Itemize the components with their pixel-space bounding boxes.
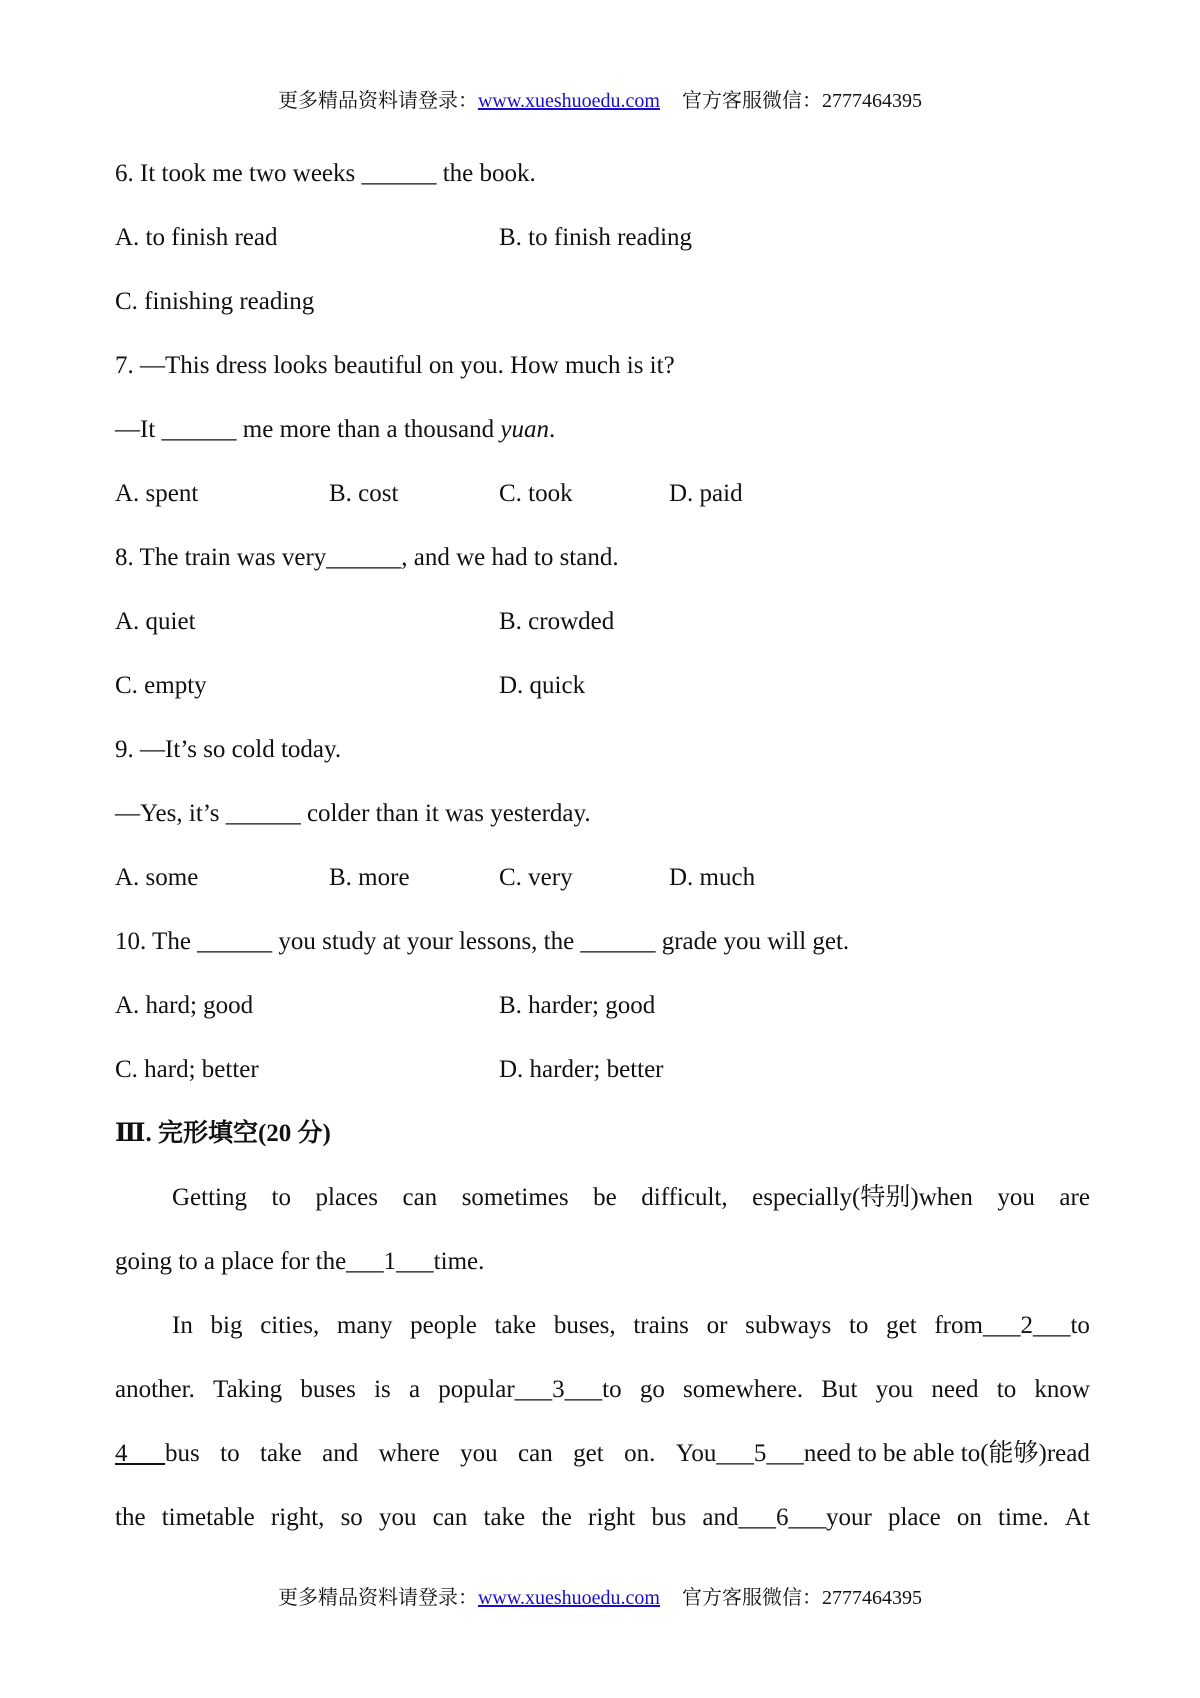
q6-option-c: C. finishing reading (115, 288, 315, 315)
word: so (340, 1504, 363, 1531)
header-label: 更多精品资料请登录： (277, 90, 478, 112)
word: to (848, 1312, 869, 1339)
passage-p2-line3 (115, 1438, 1090, 1470)
footer-link[interactable]: www.xueshuoedu.com (477, 1587, 660, 1609)
word: a (408, 1376, 421, 1403)
word: At (1064, 1504, 1090, 1531)
word: somewhere. (683, 1376, 804, 1403)
word: can (432, 1504, 468, 1531)
passage-p2-line2 (115, 1374, 1090, 1406)
word: trains (633, 1312, 689, 1339)
word: time. (998, 1504, 1049, 1531)
text: going to a place for the (115, 1248, 347, 1275)
passage-p1-line1 (172, 1182, 1090, 1214)
word-group (702, 1502, 871, 1534)
word: big (210, 1312, 243, 1339)
word: buses, (553, 1312, 616, 1339)
word: go (639, 1376, 665, 1403)
word: your (825, 1504, 872, 1531)
q7-reply-text: —It ______ me more than a thousand (115, 416, 501, 443)
word: can (518, 1440, 553, 1467)
word: right, (270, 1504, 325, 1531)
header-service: 官方客服微信：2777464395 (682, 90, 922, 112)
word-group (676, 1438, 1090, 1470)
q6-option-b: B. to finish reading (499, 224, 693, 251)
word: on (956, 1504, 982, 1531)
word: the (541, 1504, 572, 1531)
word: to (271, 1184, 291, 1211)
word-group (438, 1374, 621, 1406)
word: and (702, 1504, 739, 1531)
word: bus (165, 1440, 200, 1467)
q10-option-a: A. hard; good (115, 992, 254, 1019)
word: to (1070, 1312, 1090, 1339)
word: be (593, 1184, 617, 1211)
text: time. (433, 1248, 485, 1275)
q6-stem: 6. It took me two weeks ______ the book. (115, 160, 536, 187)
passage-p2-line4 (115, 1502, 1090, 1534)
word: on. (624, 1440, 656, 1467)
q7-option-c: C. took (499, 480, 573, 507)
word: In (172, 1312, 193, 1339)
word: especially(特别)when (752, 1184, 973, 1211)
q7-reply-italic: yuan (500, 416, 549, 443)
q8-option-d: D. quick (499, 672, 586, 699)
word: You (675, 1440, 717, 1467)
word: from (934, 1312, 983, 1339)
q9-stem: 9. —It’s so cold today. (115, 736, 342, 763)
q8-option-c: C. empty (115, 672, 207, 699)
word: bus (651, 1504, 687, 1531)
word: take (494, 1312, 537, 1339)
word: subways (745, 1312, 832, 1339)
q7-option-a: A. spent (115, 480, 199, 507)
word: get (886, 1312, 917, 1339)
page-footer (0, 1585, 1200, 1611)
passage-p1-line2 (115, 1246, 484, 1278)
word: take (260, 1440, 302, 1467)
q10-option-c: C. hard; better (115, 1056, 259, 1083)
word: But (821, 1376, 858, 1403)
word: are (1059, 1184, 1090, 1211)
q6-option-a: A. to finish read (115, 224, 278, 251)
word: right (588, 1504, 636, 1531)
word: you (875, 1376, 914, 1403)
word: buses (300, 1376, 356, 1403)
blank-6: ___6___ (738, 1504, 826, 1531)
passage-p2-line1 (172, 1310, 1090, 1342)
word: popular (438, 1376, 515, 1403)
q8-stem: 8. The train was very______, and we had to stand. (115, 544, 619, 571)
footer-service: 官方客服微信：2777464395 (682, 1587, 922, 1609)
word: the (115, 1504, 146, 1531)
q7-stem: 7. —This dress looks beautiful on you. How much is it? (115, 352, 675, 379)
blank-5: ___5___ (716, 1440, 804, 1467)
q8-option-a: A. quiet (115, 608, 196, 635)
word: people (410, 1312, 477, 1339)
blank-1: ___1___ (346, 1248, 434, 1275)
word: know (1034, 1376, 1090, 1403)
word: to (220, 1440, 240, 1467)
word: difficult, (641, 1184, 728, 1211)
q7-option-b: B. cost (329, 480, 399, 507)
word: another. (115, 1376, 195, 1403)
q8-option-b: B. crowded (499, 608, 615, 635)
word: you (997, 1184, 1035, 1211)
word: places (315, 1184, 378, 1211)
page-header (0, 88, 1200, 114)
word: take (483, 1504, 526, 1531)
word: where (378, 1440, 440, 1467)
q9-option-b: B. more (329, 864, 410, 891)
q7-reply-end: . (548, 416, 556, 443)
word: to (996, 1376, 1017, 1403)
word: to (602, 1376, 622, 1403)
q9-option-d: D. much (669, 864, 756, 891)
blank-3: ___3___ (514, 1376, 603, 1403)
word: sometimes (461, 1184, 569, 1211)
header-link[interactable]: www.xueshuoedu.com (477, 90, 660, 112)
word: get (573, 1440, 604, 1467)
word: Taking (213, 1376, 283, 1403)
word: you (378, 1504, 417, 1531)
q7-reply (115, 414, 555, 446)
q7-option-d: D. paid (669, 480, 743, 507)
q10-option-b: B. harder; good (499, 992, 656, 1019)
word: place (887, 1504, 941, 1531)
word: timetable (161, 1504, 255, 1531)
q9-option-a: A. some (115, 864, 199, 891)
word: and (322, 1440, 359, 1467)
blank-2: ___2___ (982, 1312, 1071, 1339)
q10-stem: 10. The ______ you study at your lessons, the ______ grade you will get. (115, 928, 850, 955)
word: or (706, 1312, 728, 1339)
word: you (460, 1440, 498, 1467)
blank-4: 4___ (115, 1440, 165, 1467)
q9-reply: —Yes, it’s ______ colder than it was yesterday. (115, 800, 591, 827)
word: is (374, 1376, 391, 1403)
word-group (115, 1438, 200, 1470)
word: cities, (260, 1312, 320, 1339)
word: need (931, 1376, 979, 1403)
word: many (336, 1312, 393, 1339)
text: need to be able to(能够)read (803, 1440, 1090, 1467)
q10-option-d: D. harder; better (499, 1056, 664, 1083)
word: can (402, 1184, 438, 1211)
section-heading: Ⅲ. 完形填空(20 分) (115, 1120, 331, 1147)
word-group (934, 1310, 1090, 1342)
footer-label: 更多精品资料请登录： (277, 1587, 478, 1609)
q9-option-c: C. very (499, 864, 573, 891)
word: Getting (172, 1184, 247, 1211)
